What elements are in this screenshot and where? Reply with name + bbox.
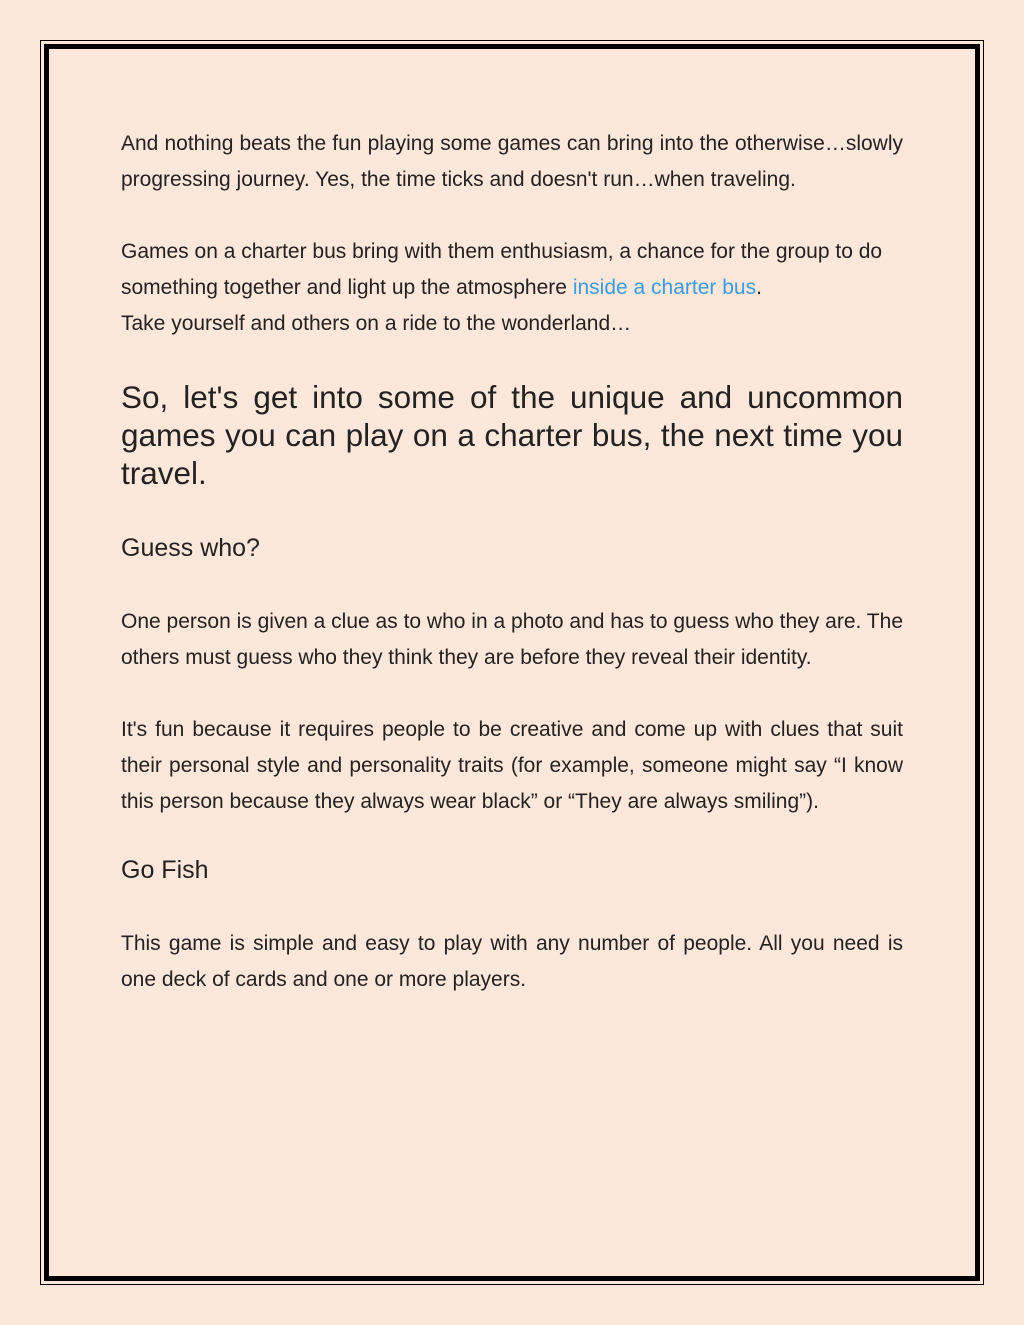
go-fish-paragraph-1: This game is simple and easy to play with any number of people. All you need is one deck of cards and one or more players. (121, 932, 903, 991)
charter-bus-link[interactable]: inside a charter bus (572, 276, 757, 299)
guess-who-paragraph-1: One person is given a clue as to who in a photo and has to guess who they are. The others must guess who they think they are before they reveal their identity. (121, 610, 903, 669)
lead-paragraph: So, let's get into some of the unique and uncommon games you can play on a charter bus, the next time you travel. (121, 379, 903, 491)
games-text-prefix: Games on a charter bus bring with them enthusiasm, a chance for the group to do something together and light up the atmosphere (121, 240, 883, 299)
guess-who-paragraph-2: It's fun because it requires people to be creative and come up with clues that suit their personal style and personality traits (for example, someone might say “I know this person because they always wear black” or “They are always smiling”). (121, 718, 903, 813)
games-text-suffix: . (756, 276, 762, 299)
intro-paragraph: And nothing beats the fun playing some games can bring into the otherwise…slowly progressing journey. Yes, the time ticks and doesn't run…when traveling. (121, 132, 903, 191)
section-heading-guess-who: Guess who? (121, 534, 260, 562)
section-heading-go-fish: Go Fish (121, 856, 209, 884)
document-body (121, 126, 903, 998)
wonderland-text: Take yourself and others on a ride to the wonderland… (121, 312, 632, 335)
games-paragraph (121, 234, 903, 342)
